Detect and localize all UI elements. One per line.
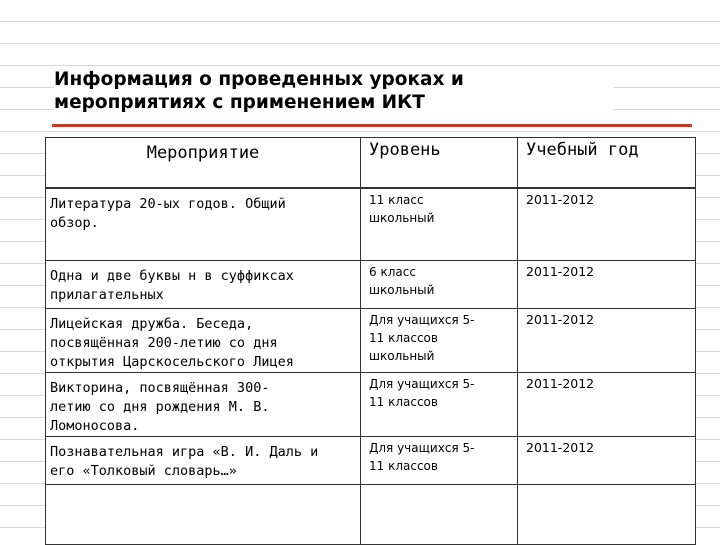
year-cell: [518, 485, 696, 545]
table-row: [46, 261, 696, 309]
year-cell: 2011-2012: [518, 188, 696, 261]
events-table: [45, 137, 696, 545]
title-line-1: Информация о проведенных уроках и: [54, 69, 464, 90]
title-line-2: мероприятиях с применением ИКТ: [54, 92, 425, 113]
level-cell: Для учащихся 5- 11 классов: [361, 437, 518, 485]
event-cell: Познавательная игра «В. И. Даль и его «Толковый словарь…»: [46, 437, 361, 485]
year-cell: 2011-2012: [518, 373, 696, 437]
column-header-event: Мероприятие: [46, 138, 361, 188]
level-cell: 11 класс школьный: [361, 188, 518, 261]
page-title: [54, 68, 614, 114]
level-cell: Для учащихся 5- 11 классов школьный: [361, 309, 518, 373]
year-cell: 2011-2012: [518, 437, 696, 485]
event-cell: [46, 485, 361, 545]
table-row: [46, 188, 696, 261]
level-cell: 6 класс школьный: [361, 261, 518, 309]
table-row: [46, 309, 696, 373]
level-cell: [361, 485, 518, 545]
event-cell: Литература 20-ых годов. Общий обзор.: [46, 188, 361, 261]
table-row: [46, 373, 696, 437]
event-cell: Викторина, посвящённая 300- летию со дня рождения М. В. Ломоносова.: [46, 373, 361, 437]
column-header-year: Учебный год: [518, 138, 696, 188]
event-cell: Лицейская дружба. Беседа, посвящённая 200-летию со дня открытия Царскосельского Лицея: [46, 309, 361, 373]
table-row-empty: [46, 485, 696, 545]
title-underline: [52, 124, 692, 127]
column-header-level: Уровень: [361, 138, 518, 188]
event-cell: Одна и две буквы н в суффиксах прилагательных: [46, 261, 361, 309]
year-cell: 2011-2012: [518, 261, 696, 309]
table-row: [46, 437, 696, 485]
year-cell: 2011-2012: [518, 309, 696, 373]
level-cell: Для учащихся 5- 11 классов: [361, 373, 518, 437]
table-header-row: [46, 138, 696, 188]
